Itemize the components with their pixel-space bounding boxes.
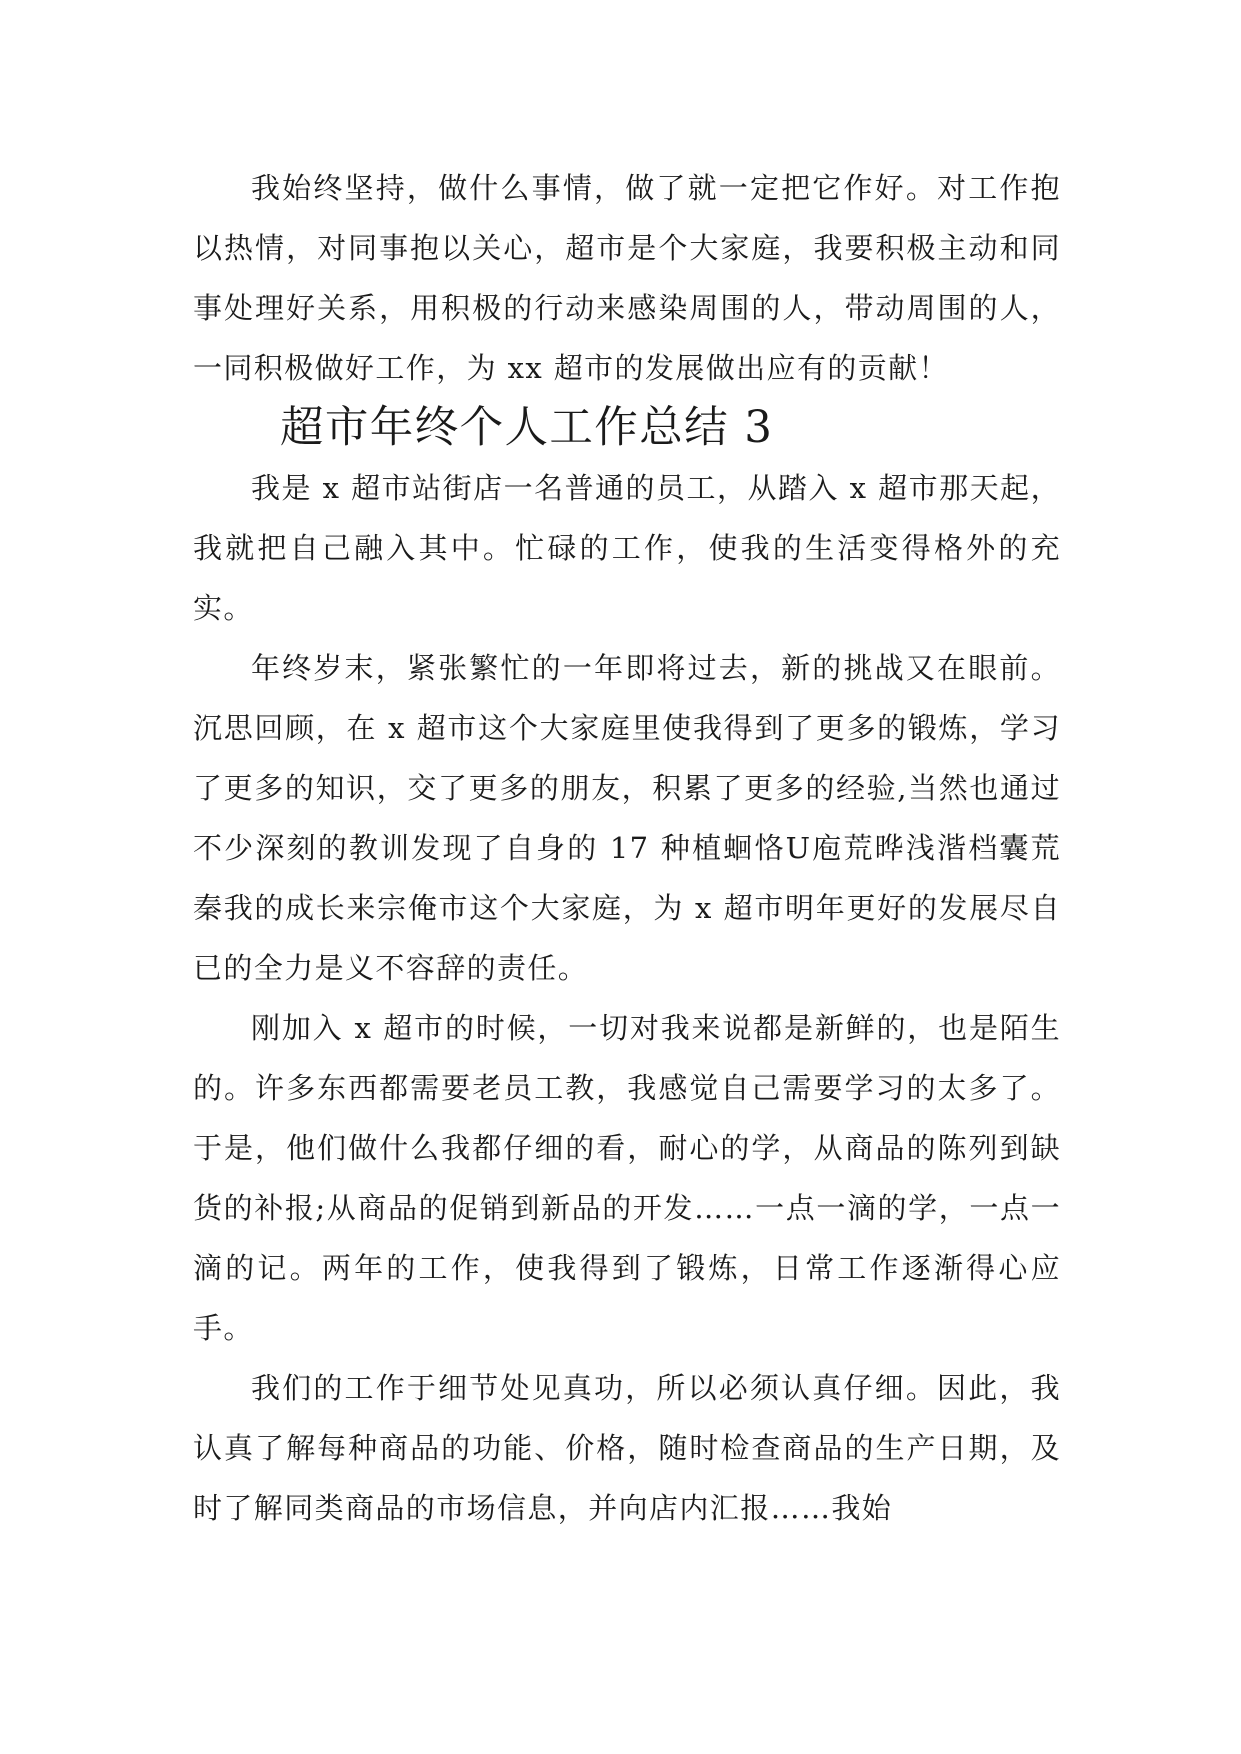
section-heading: 超市年终个人工作总结 3 bbox=[280, 403, 774, 453]
paragraph-details: 我们的工作于细节处见真功，所以必须认真仔细。因此，我认真了解每种商品的功能、价格，随时检查商品的生产日期，及时了解同类商品的市场信息，并向店内汇报……我始 bbox=[193, 1371, 1061, 1525]
paragraph-conclusion: 我始终坚持，做什么事情，做了就一定把它作好。对工作抱以热情，对同事抱以关心，超市是个大家庭，我要积极主动和同事处理好关系，用积极的行动来感染周围的人，带动周围的人，一同积极做好工作，为 xx 超市的发展做出应有的贡献！ bbox=[193, 171, 1061, 385]
paragraph-year-end: 年终岁末，紧张繁忙的一年即将过去，新的挑战又在眼前。沉思回顾，在 x 超市这个大家庭里使我得到了更多的锻炼，学习了更多的知识，交了更多的朋友，积累了更多的经验,当然也通过不少深刻的教训发现了自身的 17 种植蛔恪U庖荒晔浅湝档囊荒秦我的成长来宗俺市这个大家庭，为 x 超市明年更好的发展尽自已的全力是义不容辞的责任。 bbox=[193, 651, 1061, 985]
document-body bbox=[193, 158, 1061, 1538]
paragraph-joining: 刚加入 x 超市的时候，一切对我来说都是新鲜的，也是陌生的。许多东西都需要老员工教，我感觉自己需要学习的太多了。于是，他们做什么我都仔细的看，耐心的学，从商品的陈列到缺货的补报;从商品的促销到新品的开发……一点一滴的学，一点一滴的记。两年的工作，使我得到了锻炼，日常工作逐渐得心应手。 bbox=[193, 1011, 1061, 1345]
paragraph-intro: 我是 x 超市站街店一名普通的员工，从踏入 x 超市那天起，我就把自己融入其中。忙碌的工作，使我的生活变得格外的充实。 bbox=[193, 471, 1061, 625]
